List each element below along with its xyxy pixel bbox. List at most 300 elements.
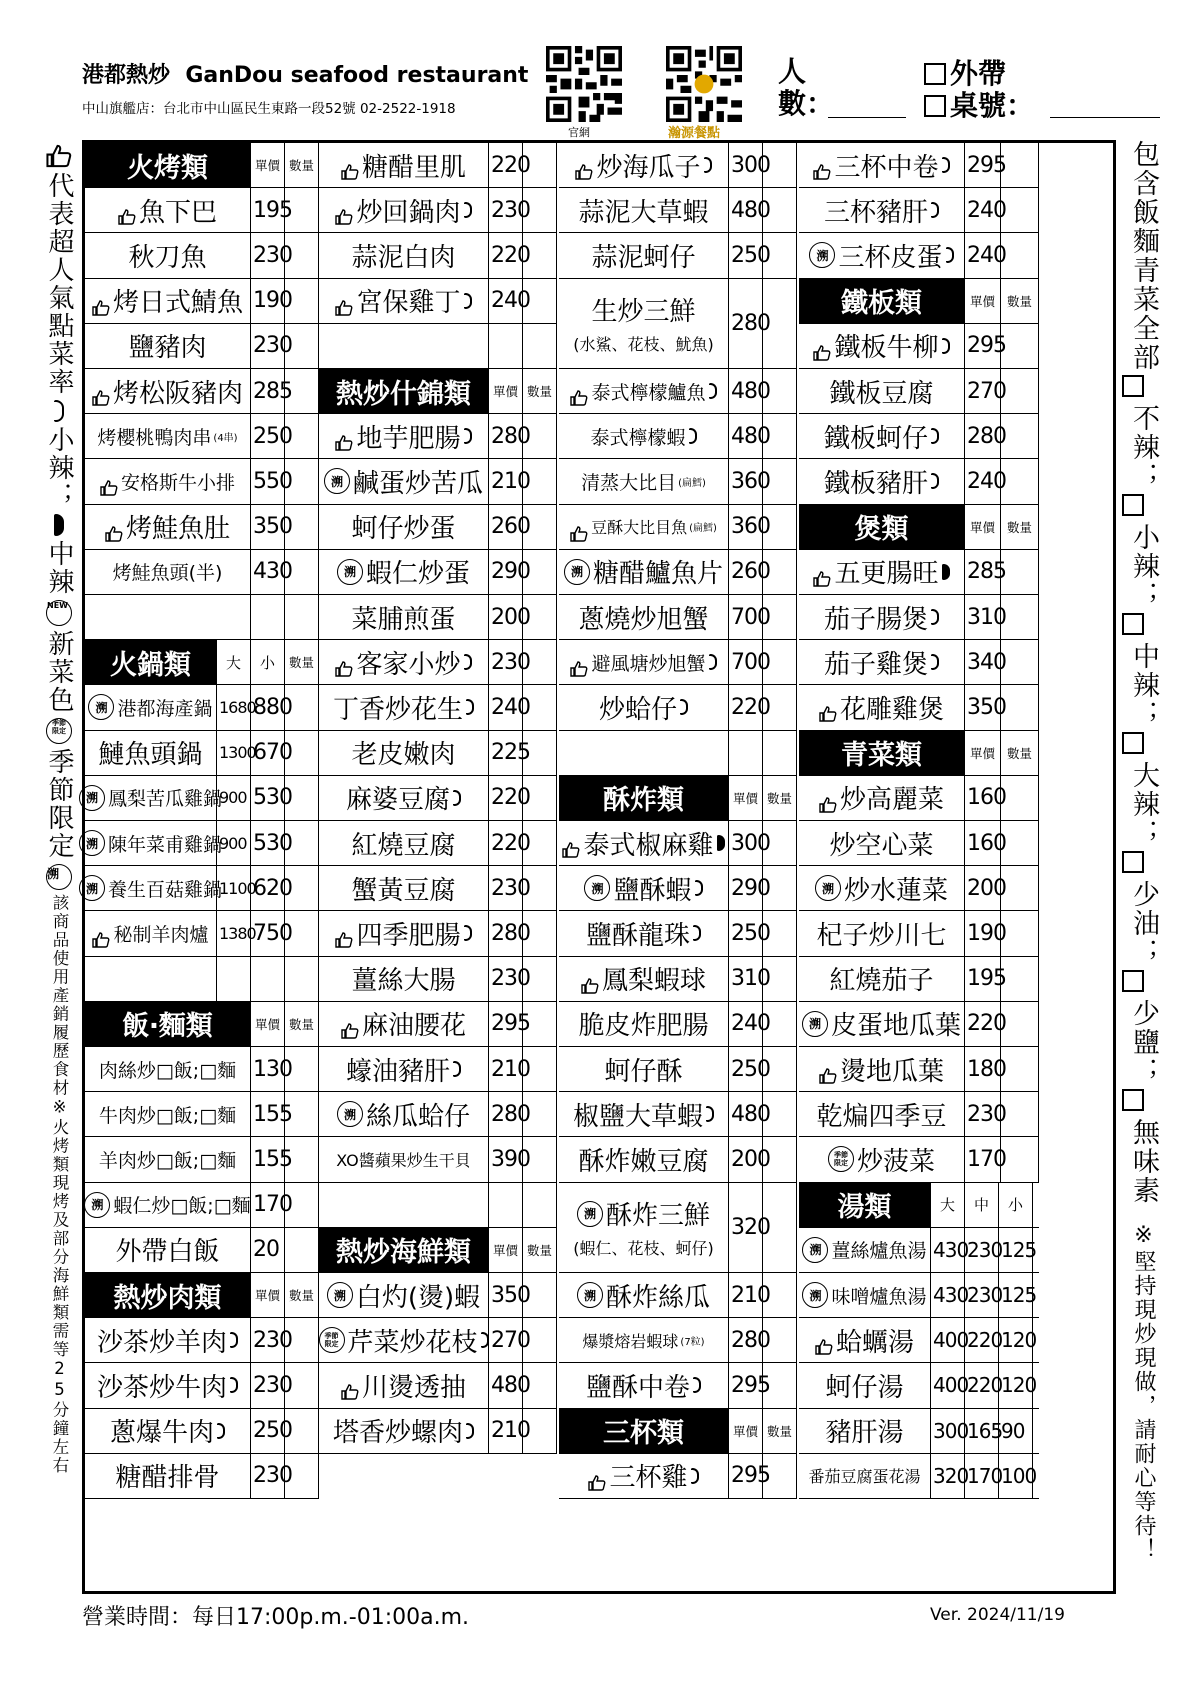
menu-row[interactable] <box>85 324 319 369</box>
dish-name <box>85 1183 251 1227</box>
quantity-cell[interactable] <box>523 1363 557 1407</box>
quantity-cell[interactable] <box>763 414 797 458</box>
menu-row[interactable] <box>559 550 797 595</box>
menu-row[interactable] <box>319 279 557 324</box>
quantity-cell[interactable] <box>763 821 797 865</box>
quantity-cell[interactable] <box>523 233 557 277</box>
menu-row[interactable] <box>799 1092 1039 1137</box>
quantity-cell[interactable] <box>285 233 319 277</box>
menu-row[interactable] <box>799 911 1039 956</box>
chili-mild-icon <box>464 202 472 218</box>
quantity-cell[interactable] <box>523 595 557 639</box>
menu-row[interactable] <box>85 550 319 595</box>
menu-row[interactable] <box>559 640 797 685</box>
menu-row[interactable] <box>319 866 557 911</box>
menu-row[interactable] <box>559 685 797 730</box>
traceable-badge-icon: 溯 <box>577 1201 603 1227</box>
thumbs-up-icon <box>100 473 118 489</box>
quantity-cell[interactable] <box>1001 1047 1039 1091</box>
quantity-cell[interactable] <box>763 505 797 549</box>
quantity-cell[interactable] <box>1001 957 1039 1001</box>
menu-row[interactable] <box>559 1183 797 1273</box>
menu-row[interactable] <box>319 821 557 866</box>
menu-row[interactable] <box>85 821 319 866</box>
menu-row[interactable] <box>799 821 1039 866</box>
menu-row[interactable] <box>85 911 319 956</box>
menu-row[interactable] <box>559 1092 797 1137</box>
menu-row[interactable] <box>319 685 557 730</box>
menu-row[interactable] <box>319 776 557 821</box>
quantity-cell[interactable] <box>285 188 319 232</box>
quantity-cell[interactable] <box>1001 369 1039 413</box>
quantity-cell[interactable] <box>1001 188 1039 232</box>
dish-name-text: 花雕雞煲 <box>839 694 944 725</box>
thumbs-up-icon <box>335 925 353 941</box>
quantity-cell[interactable] <box>523 1273 557 1317</box>
option-checkbox[interactable] <box>1122 1089 1144 1111</box>
party-size-label: 人 數： <box>778 55 835 120</box>
dish-price: 240 <box>489 279 523 323</box>
menu-row[interactable] <box>85 685 319 730</box>
quantity-cell[interactable] <box>1001 414 1039 458</box>
quantity-cell[interactable] <box>285 459 319 503</box>
menu-row[interactable] <box>319 188 557 233</box>
menu-row[interactable] <box>85 1047 319 1092</box>
empty-cell <box>523 1183 557 1227</box>
menu-row[interactable] <box>559 1002 797 1047</box>
dish-note: (扁鱈) <box>689 523 717 535</box>
dish-name <box>319 911 489 955</box>
menu-row[interactable] <box>85 1137 319 1182</box>
menu-row[interactable] <box>559 911 797 956</box>
dish-name-line <box>341 1367 466 1404</box>
menu-row[interactable] <box>319 595 557 640</box>
quantity-cell[interactable] <box>523 1092 557 1136</box>
menu-row[interactable] <box>85 866 319 911</box>
menu-row[interactable] <box>799 1228 1039 1273</box>
option-checkbox[interactable] <box>1122 970 1144 992</box>
menu-row[interactable] <box>85 233 319 278</box>
dish-name-text: 鐵板牛柳 <box>834 333 939 364</box>
quantity-cell[interactable] <box>523 1318 557 1362</box>
quantity-cell[interactable] <box>1001 143 1039 187</box>
quantity-cell[interactable] <box>523 1047 557 1091</box>
menu-row[interactable] <box>799 866 1039 911</box>
menu-row[interactable] <box>85 414 319 459</box>
menu-row[interactable] <box>799 459 1039 504</box>
quantity-cell[interactable] <box>1001 685 1039 729</box>
dish-name-text: 秘制羊肉爐 <box>113 923 209 946</box>
menu-row[interactable] <box>319 233 557 278</box>
menu-row[interactable] <box>799 1318 1039 1363</box>
quantity-cell[interactable] <box>523 279 557 323</box>
dish-price: 480 <box>729 188 763 232</box>
menu-row[interactable] <box>799 957 1039 1002</box>
thumbs-up-icon <box>341 1016 359 1032</box>
quantity-cell[interactable] <box>763 866 797 910</box>
quantity-cell[interactable] <box>763 459 797 503</box>
quantity-cell[interactable] <box>285 1092 319 1136</box>
traceable-badge-icon: 溯 <box>577 1282 603 1308</box>
menu-row[interactable] <box>559 1137 797 1182</box>
dish-name-text: 魚下巴 <box>138 197 217 228</box>
menu-row[interactable] <box>799 640 1039 685</box>
menu-row[interactable] <box>559 279 797 369</box>
dish-name-line <box>582 1329 704 1352</box>
menu-row[interactable] <box>85 1092 319 1137</box>
dish-name-text: 三杯雞 <box>609 1463 688 1494</box>
new-badge-icon: NEW <box>46 600 72 626</box>
menu-row[interactable] <box>559 595 797 640</box>
quantity-cell[interactable] <box>1001 233 1039 277</box>
menu-row[interactable] <box>799 776 1039 821</box>
category-title: 湯類 <box>799 1183 931 1227</box>
category-title: 熱炒什錦類 <box>319 369 489 413</box>
quantity-cell[interactable] <box>285 324 319 368</box>
dish-name-line <box>824 599 939 636</box>
quantity-cell[interactable] <box>763 595 797 639</box>
menu-row[interactable] <box>319 1047 557 1092</box>
quantity-cell[interactable] <box>763 233 797 277</box>
quantity-cell[interactable] <box>763 279 797 368</box>
quantity-cell[interactable] <box>763 1002 797 1046</box>
dish-name <box>319 1047 489 1091</box>
dish-name-text: 五更腸旺 <box>834 559 939 590</box>
dish-name-line <box>79 875 222 902</box>
dish-name-text: 酥炸絲瓜 <box>605 1282 710 1313</box>
quantity-cell[interactable] <box>1001 550 1039 594</box>
quantity-cell[interactable] <box>523 866 557 910</box>
empty-cell <box>559 731 729 775</box>
menu-row[interactable] <box>319 731 557 776</box>
dish-name <box>319 957 489 1001</box>
quantity-cell[interactable] <box>285 1047 319 1091</box>
party-size-field[interactable] <box>828 117 906 118</box>
menu-row[interactable] <box>85 1363 319 1408</box>
menu-row[interactable] <box>85 1409 319 1454</box>
menu-row[interactable] <box>85 188 319 233</box>
menu-row[interactable] <box>319 505 557 550</box>
menu-row[interactable] <box>559 369 797 414</box>
dish-name-text: 蟹黃豆腐 <box>351 875 456 906</box>
menu-version: Ver. 2024/11/19 <box>930 1605 1065 1625</box>
menu-row[interactable] <box>319 911 557 956</box>
quantity-cell[interactable] <box>1001 324 1039 368</box>
menu-row[interactable] <box>799 1363 1039 1408</box>
takeout-option[interactable]: 外帶 <box>924 58 1006 90</box>
menu-row[interactable] <box>85 1183 319 1228</box>
quantity-cell[interactable] <box>763 143 797 187</box>
dish-name <box>85 776 223 820</box>
menu-row[interactable] <box>319 1137 557 1182</box>
quantity-cell[interactable] <box>523 731 557 775</box>
chili-mild-icon <box>466 699 474 715</box>
menu-row[interactable] <box>85 505 319 550</box>
quantity-cell[interactable] <box>523 821 557 865</box>
menu-row[interactable] <box>319 1363 557 1408</box>
quantity-cell[interactable] <box>285 414 319 458</box>
dish-name <box>799 1047 965 1091</box>
traceable-badge-icon: 溯 <box>802 1011 828 1037</box>
dish-name-line <box>92 373 243 410</box>
dish-name <box>559 279 729 368</box>
empty-cell <box>251 595 285 639</box>
quantity-cell[interactable] <box>763 550 797 594</box>
size-price: 300 <box>931 1409 965 1453</box>
category-header <box>559 776 797 821</box>
dish-price: 160 <box>965 821 1001 865</box>
quantity-cell[interactable] <box>523 640 557 684</box>
menu-row[interactable] <box>799 1137 1039 1182</box>
option-checkbox[interactable] <box>1122 375 1144 397</box>
quantity-cell[interactable] <box>1001 640 1039 684</box>
menu-grid <box>82 140 1116 1594</box>
quantity-cell[interactable] <box>523 685 557 729</box>
quantity-cell[interactable] <box>763 911 797 955</box>
quantity-cell[interactable] <box>285 1409 319 1453</box>
menu-row[interactable] <box>559 188 797 233</box>
dish-name-text: 蒜泥白肉 <box>351 242 456 273</box>
quantity-cell[interactable] <box>523 911 557 955</box>
dish-subtitle: (蝦仁、花枝、蚵仔) <box>573 1239 714 1259</box>
option-checkbox[interactable] <box>1122 494 1144 516</box>
option-checkbox[interactable] <box>1122 851 1144 873</box>
dish-name <box>799 459 965 503</box>
quantity-cell[interactable] <box>523 776 557 820</box>
quantity-cell[interactable] <box>523 550 557 594</box>
option-hot: 大辣； <box>1128 761 1159 848</box>
menu-row[interactable] <box>799 685 1039 730</box>
quantity-cell[interactable] <box>285 866 319 910</box>
empty-cell <box>489 324 523 368</box>
option-checkbox[interactable] <box>1122 613 1144 635</box>
dish-name-line <box>829 373 933 410</box>
quantity-cell[interactable] <box>1001 1092 1039 1136</box>
quantity-cell[interactable] <box>523 459 557 503</box>
empty-cell <box>763 731 797 775</box>
menu-row[interactable] <box>799 188 1039 233</box>
thumbs-up-icon <box>813 338 831 354</box>
chili-medium-icon <box>54 514 64 536</box>
menu-row[interactable] <box>799 1047 1039 1092</box>
menu-row[interactable] <box>799 369 1039 414</box>
quantity-cell[interactable] <box>285 1228 319 1272</box>
qr-code-menu[interactable] <box>666 46 742 122</box>
quantity-cell[interactable] <box>763 1092 797 1136</box>
traceable-badge-icon: 溯 <box>84 1192 110 1218</box>
menu-row[interactable] <box>799 550 1039 595</box>
quantity-cell[interactable] <box>1001 866 1039 910</box>
quantity-cell[interactable] <box>285 1318 319 1362</box>
menu-row[interactable] <box>559 1363 797 1408</box>
menu-row[interactable] <box>319 640 557 685</box>
menu-row[interactable] <box>559 143 797 188</box>
quantity-cell[interactable] <box>1001 1002 1039 1046</box>
quantity-cell[interactable] <box>523 143 557 187</box>
quantity-cell[interactable] <box>1001 911 1039 955</box>
quantity-cell[interactable] <box>763 957 797 1001</box>
quantity-cell[interactable] <box>763 640 797 684</box>
takeout-checkbox[interactable] <box>924 63 946 85</box>
thumbs-up-icon <box>570 654 588 670</box>
menu-row[interactable] <box>319 1409 557 1454</box>
quantity-cell[interactable] <box>285 776 319 820</box>
menu-row[interactable] <box>319 143 557 188</box>
quantity-cell[interactable] <box>763 1183 797 1272</box>
menu-row[interactable] <box>319 1318 557 1363</box>
dish-name-text: 脆皮炸肥腸 <box>578 1011 709 1042</box>
table-checkbox[interactable] <box>924 95 946 117</box>
size-price: 120 <box>999 1363 1033 1407</box>
dish-name-text: 泰式檸檬鱸魚 <box>591 381 706 404</box>
dish-name-text: 蒜泥蚵仔 <box>591 242 696 273</box>
dish-name <box>85 188 251 232</box>
dish-name-line <box>591 237 695 274</box>
thumbs-up-icon <box>588 1468 606 1484</box>
quantity-cell[interactable] <box>285 550 319 594</box>
size-price: 400 <box>931 1318 965 1362</box>
dish-name <box>559 1273 729 1317</box>
dish-name <box>85 1092 251 1136</box>
quantity-cell[interactable] <box>285 505 319 549</box>
quantity-cell[interactable] <box>523 505 557 549</box>
quantity-cell[interactable] <box>763 1363 797 1407</box>
dish-price: 280 <box>729 1318 763 1362</box>
menu-row[interactable] <box>559 1273 797 1318</box>
quantity-cell[interactable] <box>763 1273 797 1317</box>
quantity-cell[interactable] <box>523 1002 557 1046</box>
qr-code-website[interactable] <box>546 46 622 122</box>
dish-name <box>799 640 965 684</box>
quantity-cell[interactable] <box>763 1137 797 1181</box>
quantity-cell[interactable] <box>523 1409 557 1453</box>
dish-name-line <box>128 237 206 274</box>
menu-row[interactable] <box>799 324 1039 369</box>
quantity-cell[interactable] <box>763 685 797 729</box>
quantity-cell[interactable] <box>523 414 557 458</box>
quantity-cell[interactable] <box>1001 821 1039 865</box>
size-price: 230 <box>965 1273 999 1317</box>
table-number-field[interactable] <box>1050 117 1160 118</box>
menu-row[interactable] <box>559 414 797 459</box>
dish-name-text: 茄子雞煲 <box>823 649 928 680</box>
quantity-cell[interactable] <box>285 1454 319 1498</box>
dish-name-line <box>813 553 949 590</box>
menu-row <box>85 957 319 1002</box>
dish-name-text: 鐵板豬肝 <box>823 468 928 499</box>
quantity-cell[interactable] <box>763 1047 797 1091</box>
menu-row[interactable] <box>559 866 797 911</box>
menu-row[interactable] <box>559 957 797 1002</box>
dish-name-line <box>577 1195 710 1232</box>
menu-row[interactable] <box>559 505 797 550</box>
quantity-cell[interactable] <box>763 1318 797 1362</box>
menu-row[interactable] <box>799 1002 1039 1047</box>
menu-row[interactable] <box>85 369 319 414</box>
quantity-cell[interactable] <box>285 279 319 323</box>
menu-row[interactable] <box>85 776 319 821</box>
menu-row[interactable] <box>799 1273 1039 1318</box>
menu-row[interactable] <box>85 459 319 504</box>
dish-name-text: 烤鮭魚肚 <box>125 514 230 545</box>
empty-cell <box>285 595 319 639</box>
option-checkbox[interactable] <box>1122 732 1144 754</box>
dish-name <box>85 1137 251 1181</box>
quantity-cell[interactable] <box>523 188 557 232</box>
menu-row[interactable] <box>559 821 797 866</box>
menu-row[interactable] <box>85 1318 319 1363</box>
seasonal-badge-icon: 季節 限定 <box>828 1146 854 1172</box>
menu-row[interactable] <box>799 143 1039 188</box>
dish-name-line <box>113 558 223 585</box>
quantity-cell[interactable] <box>523 957 557 1001</box>
empty-cell <box>85 595 251 639</box>
menu-row[interactable] <box>559 1047 797 1092</box>
menu-row[interactable] <box>319 414 557 459</box>
menu-row[interactable] <box>85 731 319 776</box>
menu-row[interactable] <box>319 459 557 504</box>
menu-row[interactable] <box>319 1092 557 1137</box>
dish-name <box>799 1363 931 1407</box>
dish-note: (7粒) <box>680 1336 705 1348</box>
dish-name-text: 茄子腸煲 <box>823 604 928 635</box>
menu-row[interactable] <box>799 1409 1039 1454</box>
quantity-cell[interactable] <box>285 911 319 955</box>
small-price: 530 <box>251 821 285 865</box>
dish-name-text: 鹽酥中卷 <box>585 1372 690 1403</box>
dish-name <box>319 550 489 594</box>
quantity-cell[interactable] <box>1001 595 1039 639</box>
menu-row[interactable] <box>85 1228 319 1273</box>
dish-name-line <box>351 825 455 862</box>
menu-row[interactable] <box>559 1318 797 1363</box>
menu-row[interactable] <box>559 459 797 504</box>
quantity-cell[interactable] <box>1001 776 1039 820</box>
quantity-cell[interactable] <box>1001 1137 1039 1181</box>
menu-row[interactable] <box>319 1273 557 1318</box>
menu-row[interactable] <box>559 1454 797 1499</box>
menu-row[interactable] <box>799 414 1039 459</box>
menu-row[interactable] <box>319 1002 557 1047</box>
dish-name-line <box>590 423 696 450</box>
quantity-cell[interactable] <box>523 1137 557 1181</box>
menu-row[interactable] <box>799 1454 1039 1499</box>
quantity-cell[interactable] <box>285 731 319 775</box>
dish-price: 220 <box>489 143 523 187</box>
dish-name-text: 鹽酥蝦 <box>613 875 692 906</box>
quantity-cell[interactable] <box>763 369 797 413</box>
quantity-cell[interactable] <box>285 1137 319 1181</box>
quantity-cell[interactable] <box>285 1183 319 1227</box>
quantity-cell[interactable] <box>285 821 319 865</box>
quantity-cell[interactable] <box>285 1363 319 1407</box>
quantity-cell[interactable] <box>763 188 797 232</box>
dish-name-line <box>824 644 939 681</box>
quantity-cell[interactable] <box>285 685 319 729</box>
quantity-cell[interactable] <box>285 369 319 413</box>
quantity-cell[interactable] <box>1001 459 1039 503</box>
dish-price: 230 <box>251 324 285 368</box>
menu-row[interactable] <box>799 595 1039 640</box>
menu-row[interactable] <box>85 1454 319 1499</box>
menu-row[interactable] <box>85 279 319 324</box>
quantity-cell[interactable] <box>763 1454 797 1498</box>
menu-row[interactable] <box>559 233 797 278</box>
menu-row[interactable] <box>319 957 557 1002</box>
dish-price: 285 <box>965 550 1001 594</box>
menu-row[interactable] <box>799 233 1039 278</box>
menu-row[interactable] <box>319 550 557 595</box>
